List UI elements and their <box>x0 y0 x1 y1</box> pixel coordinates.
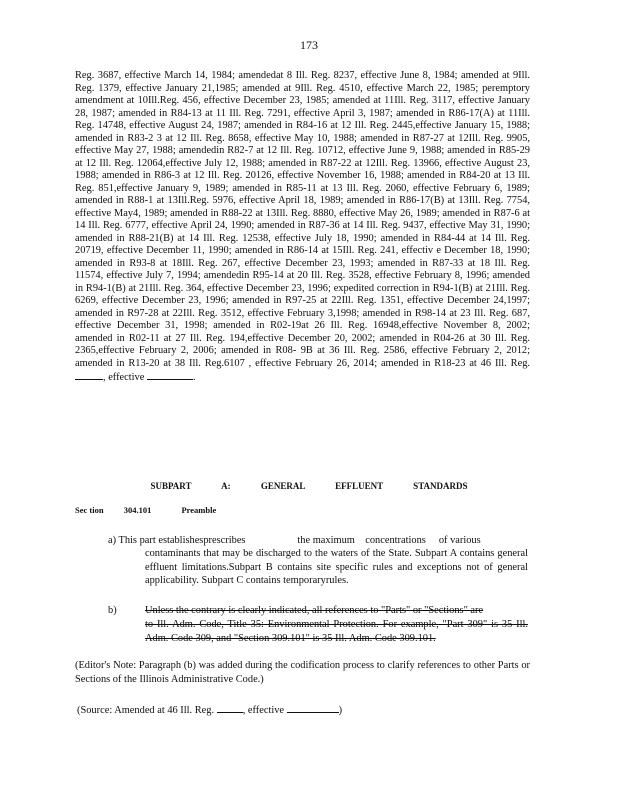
page-number: 173 <box>300 38 318 52</box>
section-title: Preamble <box>181 505 217 515</box>
source-register-blank <box>217 703 243 713</box>
editor-note: (Editor's Note: Paragraph (b) was added during the codification process to clarify references to other Parts or Sections of the Illinois Administrative Code.) <box>75 660 530 685</box>
paragraph-a <box>108 534 528 587</box>
section-number: 304.101 <box>123 505 152 515</box>
history-text: Reg. 3687, effective March 14, 1984; amendedat 8 Ill. Reg. 8237, effective June 8, 1984; amended at 9Ill. Reg. 1379, effective January 21,1985; amended at 9Ill. Reg. 4510, effective March 22, 1985; peremptory amendment at 10Ill.Reg. 456, effective December 23, 1985; amended at 11Ill. Reg. 3117, effective January 28, 1987; amended in R84-13 at 11 Ill. Reg. 7291, effective April 3, 1987; amended in R86-17(A) at 11Ill. Reg. 14748, effective August 24, 1987; amended in R84-16 at 12 Ill. Reg. 2445,effective January 15, 1988; amended in R83-2 3 at 12 Ill. Reg. 8658, effective May 10, 1988; amended in R87-27 at 12Ill. Reg. 9905, effective May 27, 1988; amendedin R82-7 at 12 Ill. Reg. 10712, effective June 9, 1988; amended in R85-29 at 12 Ill. Reg. 12064,effective July 12, 1988; amended in R87-22 at 12Ill. Reg. 13966, effective August 23, 1988; amended in R86-3 at 12 Ill. Reg. 20126, effective November 16, 1988; amended in R84-20 at 13 Ill. Reg. 851,effective January 9, 1989; amended in R85-11 at 13 Ill. Reg. 2060, effective February 6, 1989; amended in R88-1 at 13Ill.Reg. 5976, effective April 18, 1989; amended in R86-17(B) at 13Ill. Reg. 7754, effective May4, 1989; amended in R88-22 at 13Ill. Reg. 8880, effective May 26, 1989; amended in R87-6 at 14 Ill. Reg. 6777, effective April 24, 1990; amended in R87-36 at 14 Ill. Reg. 9437, effective May 31, 1990; amended in R88-21(B) at 14 Ill. Reg. 12538, effective July 18, 1990; amended in R84-44 at 14 Ill. Reg. 20719, effective December 11, 1990; amended in R86-14 at 15Ill. Reg. 241, effectiv e December 18, 1990; amended in R93-8 at 18Ill. Reg. 267, effective December 23, 1993; amended in R87-33 at 18 Ill. Reg. 11574, effective July 7, 1994; amendedin R95-14 at 20 Ill. Reg. 3528, effective February 8, 1996; amended in R94-1(B) at 21Ill. Reg. 364, effective December 23, 1996; expedited correction in R94-1(B) at 21Ill. Reg. 6269, effective December 23, 1996; amended in R97-25 at 22Ill. Reg. 1351, effective December 24,1997; amended in R97-28 at 22Ill. Reg. 3512, effective February 3,1998; amended in R98-14 at 23 Ill. Reg. 687, effective December 31, 1998; amended in R02-19at 26 Ill. Reg. 16948,effective November 8, 2002; amended in R02-11 at 27 Ill. Reg. 194,effective December 20, 2002; amended in R04-26 at 30 Ill. Reg. 2365,effective February 2, 2006; amended in R08- 9B at 36 Ill. Reg. 2586, effective February 2, 2012; amended in R13-20 at 38 Ill. Reg.6107 , effective February 26, 2014; amended in R18-23 at 46 Ill. Reg. <box>75 70 530 369</box>
source-note <box>77 703 532 717</box>
source-prefix: (Source: Amended at 46 Ill. Reg. <box>77 705 215 716</box>
section-heading <box>75 505 216 515</box>
section-prefix: Sec tion <box>75 505 104 515</box>
paragraph-b-first-line: Unless the contrary is clearly indicated, all references to "Parts" or "Sections" are <box>145 605 484 616</box>
subpart-heading: SUBPART A: GENERAL EFFLUENT STANDARDS <box>150 481 468 491</box>
paragraph-a-label: a) This <box>108 535 137 546</box>
paragraph-b-body: to Ill. Adm. Code, Title 35: Environmental Protection. For example, "Part 309" is 35 Ill. Adm. Code 309, and "Section 309.101" is 35 Ill. Adm. Code 309.101. <box>145 618 528 644</box>
register-page-blank <box>75 370 103 380</box>
paragraph-a-first-line: part establishesprescribes the maximum concentrations of various <box>139 535 481 546</box>
history-end: . <box>192 372 196 383</box>
source-end: ) <box>338 705 343 716</box>
history-connector: , effective <box>103 372 145 383</box>
source-effective-blank <box>287 703 339 713</box>
paragraph-b-label: b) <box>108 605 117 616</box>
effective-date-blank <box>147 370 193 380</box>
paragraph-a-body: contaminants that may be discharged to the waters of the State. Subpart A contains general effluent limitations.Subpart B contains site specific rules and exceptions not of general applicability. Subpart C contains temporaryrules. <box>145 548 528 586</box>
source-connector: , effective <box>242 705 285 716</box>
paragraph-b-struck <box>108 604 528 645</box>
history-note <box>75 70 530 385</box>
